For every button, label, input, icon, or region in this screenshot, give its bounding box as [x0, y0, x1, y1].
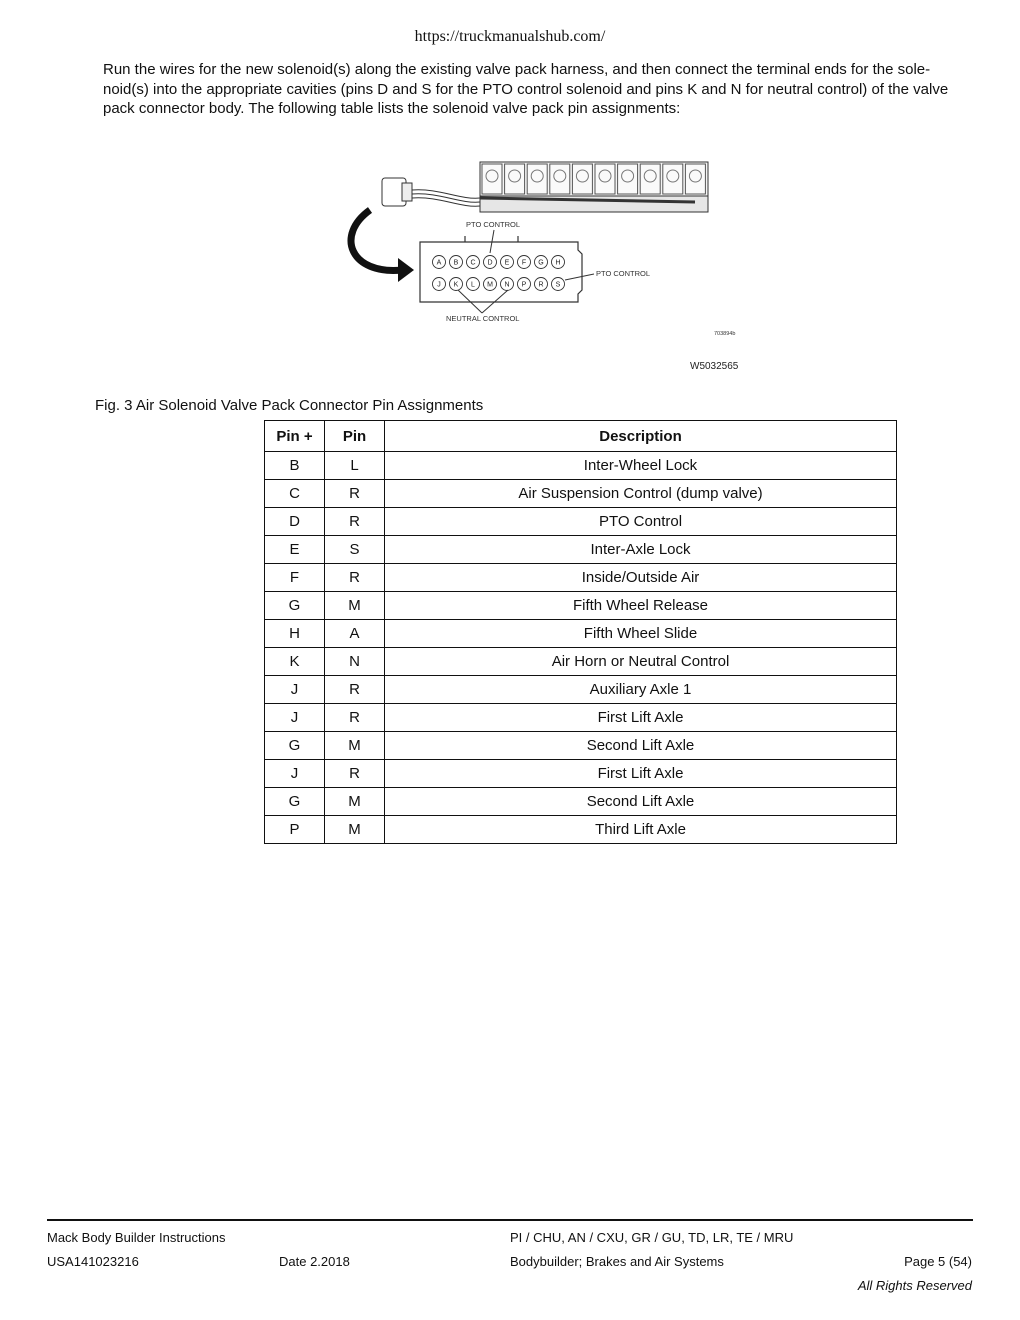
cell-pin: R: [325, 704, 385, 732]
valve-pack-illustration: [480, 162, 708, 212]
cell-pin-plus: J: [265, 704, 325, 732]
cell-pin: M: [325, 788, 385, 816]
connector-pin-label: S: [555, 281, 561, 289]
table-header-row: [265, 421, 897, 452]
table-row: [265, 508, 897, 536]
cell-pin-plus: H: [265, 620, 325, 648]
cell-pin: N: [325, 648, 385, 676]
connector-body: [420, 236, 582, 302]
figure-code-small: 703894b: [714, 331, 736, 337]
connection-arrow: [351, 210, 402, 270]
cell-pin: R: [325, 564, 385, 592]
footer-page: Page 5 (54): [904, 1254, 972, 1269]
cell-description: Auxiliary Axle 1: [385, 676, 897, 704]
cell-pin: R: [325, 508, 385, 536]
connector-pin-label: L: [471, 281, 475, 289]
valve-cell: [663, 164, 683, 194]
cell-description: First Lift Axle: [385, 760, 897, 788]
valve-cell: [685, 164, 705, 194]
table-row: [265, 592, 897, 620]
cell-description: Inside/Outside Air: [385, 564, 897, 592]
table-row: [265, 704, 897, 732]
cell-pin-plus: B: [265, 452, 325, 480]
cell-pin: M: [325, 592, 385, 620]
cell-pin: R: [325, 480, 385, 508]
footer-doc-title: Mack Body Builder Instructions: [47, 1230, 226, 1245]
cell-pin: R: [325, 676, 385, 704]
cell-description: Inter-Axle Lock: [385, 536, 897, 564]
cell-pin-plus: P: [265, 816, 325, 844]
cell-pin-plus: K: [265, 648, 325, 676]
footer-models: PI / CHU, AN / CXU, GR / GU, TD, LR, TE / MRU: [510, 1230, 794, 1245]
table-row: [265, 620, 897, 648]
cell-description: Second Lift Axle: [385, 788, 897, 816]
cell-description: Air Suspension Control (dump valve): [385, 480, 897, 508]
table-row: [265, 816, 897, 844]
valve-cell: [505, 164, 525, 194]
intro-paragraph: Run the wires for the new solenoid(s) along the existing valve pack harness, and then connect the terminal ends for the sole-noid(s) into the appropriate cavities (pins D and S for the PTO control solenoid and pins K and N for neutral control) of the valve pack connector body. The following table lists the solenoid valve pack pin assignments:: [103, 61, 949, 117]
cell-description: PTO Control: [385, 508, 897, 536]
valve-cell: [595, 164, 615, 194]
cell-description: Fifth Wheel Release: [385, 592, 897, 620]
cell-pin-plus: G: [265, 592, 325, 620]
cell-description: Inter-Wheel Lock: [385, 452, 897, 480]
cell-description: Air Horn or Neutral Control: [385, 648, 897, 676]
table-row: [265, 648, 897, 676]
connector-pin-label: E: [504, 259, 510, 267]
connector-pin-label: H: [555, 259, 561, 267]
footer-date: Date 2.2018: [279, 1254, 350, 1269]
header-pin-plus: Pin +: [265, 421, 325, 452]
cell-pin: A: [325, 620, 385, 648]
cell-pin: L: [325, 452, 385, 480]
cell-description: First Lift Axle: [385, 704, 897, 732]
cell-description: Second Lift Axle: [385, 732, 897, 760]
connector-pin-label: C: [470, 259, 476, 267]
cell-pin: R: [325, 760, 385, 788]
valve-cell: [527, 164, 547, 194]
cell-pin: M: [325, 816, 385, 844]
cell-pin-plus: G: [265, 788, 325, 816]
cell-description: Fifth Wheel Slide: [385, 620, 897, 648]
connector-pin-label: M: [487, 281, 493, 289]
cell-pin: M: [325, 732, 385, 760]
connector-pin-label: G: [538, 259, 544, 267]
cell-pin-plus: F: [265, 564, 325, 592]
connector-pin-label: F: [521, 259, 527, 267]
header-description: Description: [385, 421, 897, 452]
valve-cell: [572, 164, 592, 194]
valve-cell: [550, 164, 570, 194]
valve-cell: [640, 164, 660, 194]
footer-rights: All Rights Reserved: [857, 1278, 972, 1293]
cell-pin-plus: J: [265, 676, 325, 704]
connector-figure: [340, 150, 760, 380]
pto-control-label-top: PTO CONTROL: [466, 220, 521, 229]
cell-pin-plus: C: [265, 480, 325, 508]
pto-control-label-right: PTO CONTROL: [596, 269, 651, 278]
connector-pin-label: P: [521, 281, 527, 289]
connector-pin-label: A: [436, 259, 442, 267]
connector-pin-label: B: [453, 259, 459, 267]
cell-pin-plus: E: [265, 536, 325, 564]
table-row: [265, 676, 897, 704]
cell-description: Third Lift Axle: [385, 816, 897, 844]
figure-caption: Fig. 3 Air Solenoid Valve Pack Connector Pin Assignments: [95, 397, 484, 414]
valve-cell: [618, 164, 638, 194]
source-url[interactable]: https://truckmanualshub.com/: [414, 28, 606, 45]
cell-pin-plus: J: [265, 760, 325, 788]
table-row: [265, 480, 897, 508]
cell-pin: S: [325, 536, 385, 564]
header-pin: Pin: [325, 421, 385, 452]
table-row: [265, 536, 897, 564]
valve-cell: [482, 164, 502, 194]
table-row: [265, 564, 897, 592]
figure-code: W5032565: [690, 361, 739, 372]
cell-pin-plus: D: [265, 508, 325, 536]
connector-pin-label: J: [437, 281, 441, 289]
footer-section: Bodybuilder; Brakes and Air Systems: [510, 1254, 724, 1269]
connector-pin-label: K: [453, 281, 459, 289]
connector-pin-label: D: [487, 259, 493, 267]
connector-pin-label: N: [504, 281, 510, 289]
table-row: [265, 452, 897, 480]
footer-doc-number: USA141023216: [47, 1254, 139, 1269]
table-row: [265, 788, 897, 816]
table-row: [265, 732, 897, 760]
connector-pin-label: R: [538, 281, 544, 289]
pin-assignment-table: [264, 420, 897, 844]
cell-pin-plus: G: [265, 732, 325, 760]
footer-divider: [47, 1219, 973, 1221]
table-row: [265, 760, 897, 788]
neutral-control-label: NEUTRAL CONTROL: [446, 314, 520, 323]
